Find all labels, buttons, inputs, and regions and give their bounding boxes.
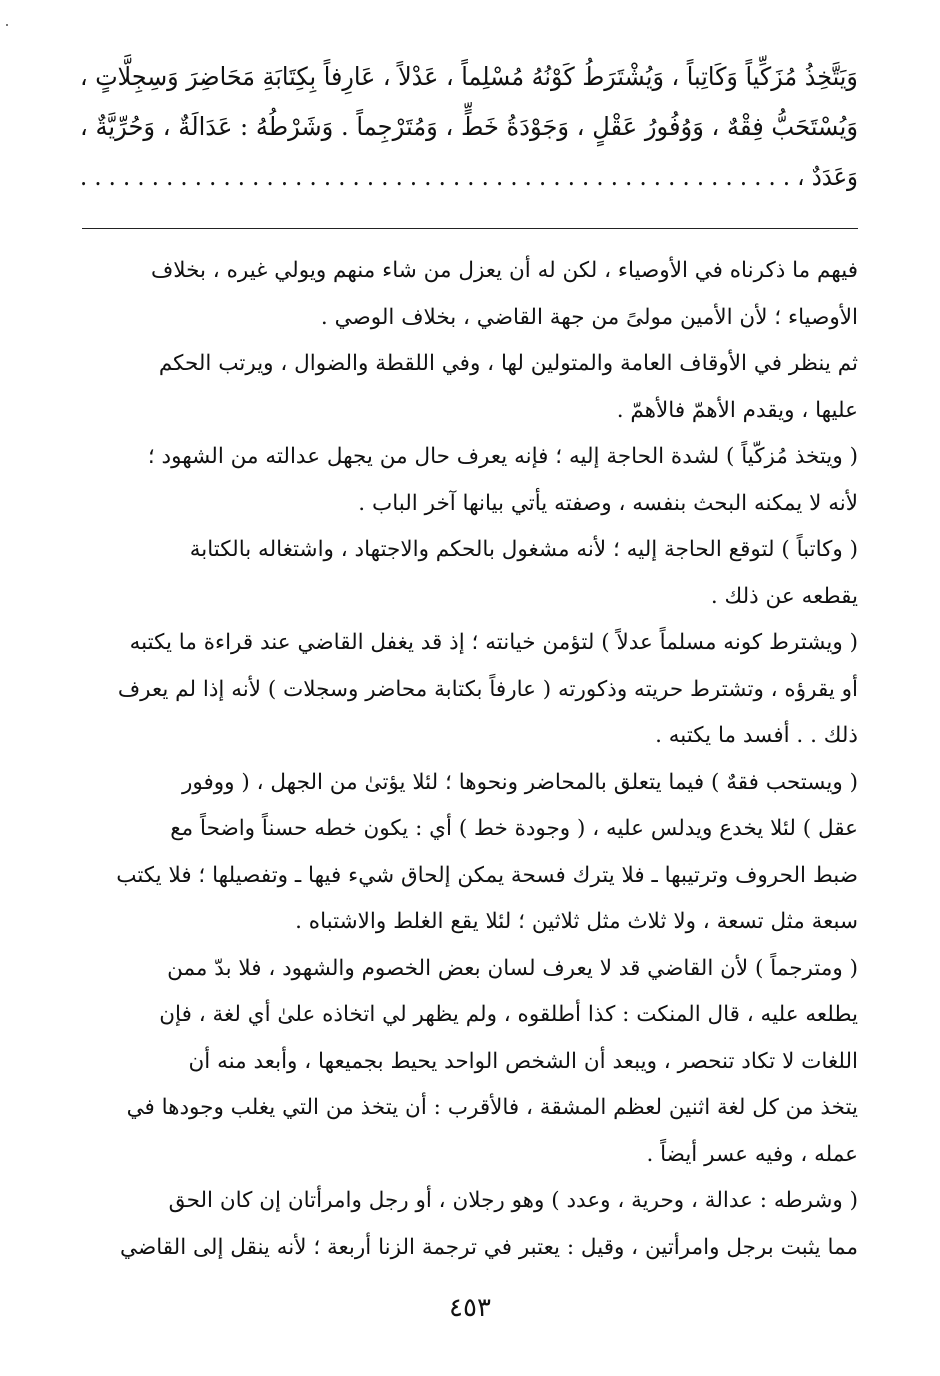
text-line: يطلعه عليه ، قال المنكت : كذا أطلقوه ، ولم يظهر لي اتخاذه علىٰ أي لغة ، فإن: [159, 1002, 858, 1027]
text-line: ( ويشترط كونه مسلماً عدلاً ) لتؤمن خيانته ؛ إذ قد يغفل القاضي عند قراءة ما يكتبه: [129, 630, 858, 655]
page-number: ٤٥٣: [449, 1293, 491, 1323]
commentary-paragraph: [80, 341, 858, 434]
text-line: مما يثبت برجل وامرأتين ، وقيل : يعتبر في ترجمة الزنا أربعة ؛ لأنه ينقل إلى القاضي: [120, 1234, 858, 1260]
matn-line: وَيَتَّخِذُ مُزَكِّياً وَكَاتِباً ، وَيُشْتَرَطُ كَوْنُهُ مُسْلِماً ، عَدْلاً ، عَارِفاً بِكِتَابَةِ مَحَاضِرَ وَسِجِلَّاتٍ ،: [80, 62, 858, 91]
text-line: يقطعه عن ذلك .: [710, 583, 858, 609]
text-line: ضبط الحروف وترتيبها ـ فلا يترك فسحة يمكن إلحاق شيء فيها ـ وتفصيلها ؛ فلا يكتب: [116, 862, 858, 888]
text-line: الأوصياء ؛ لأن الأمين مولىً من جهة القاضي ، بخلاف الوصي .: [320, 304, 858, 330]
matn-line: وَيُسْتَحَبُّ فِقْهٌ ، وَوُفُورُ عَقْلٍ ، وَجَوْدَةُ خَطٍّ ، وَمُتَرْجِماً . وَشَرْطُهُ : عَدَالَةٌ ، وَحُرِّيَّةٌ ،: [80, 112, 858, 141]
text-line: ثم ينظر في الأوقاف العامة والمتولين لها ، وفي اللقطة والضوال ، ويرتب الحكم: [158, 351, 858, 376]
text-line: ذلك . . أفسد ما يكتبه .: [655, 723, 858, 748]
text-line: ( ويتخذ مُزكّياً ) لشدة الحاجة إليه ؛ فإنه يعرف حال من يجهل عدالته من الشهود ؛: [147, 444, 858, 469]
text-line: ( ومترجماً ) لأن القاضي قد لا يعرف لسان بعض الخصوم والشهود ، فلا بدّ ممن: [167, 955, 858, 981]
text-line: ( ويستحب فقهٌ ) فيما يتعلق بالمحاضر ونحوها ؛ لئلا يؤتىٰ من الجهل ، ( ووفور: [182, 769, 858, 795]
text-line: ( وكاتباً ) لتوقع الحاجة إليه ؛ لأنه مشغول بالحكم والاجتهاد ، واشتغاله بالكتابة: [189, 537, 858, 562]
text-line: عقل ) لئلا يخدع ويدلس عليه ، ( وجودة خط ) أي : يكون خطه حسناً واضحاً مع: [170, 816, 858, 841]
text-line: ( وشرطه : عدالة ، وحرية ، وعدد ) وهو رجلان ، أو رجل وامرأتان إن كان الحق: [168, 1188, 858, 1213]
commentary-paragraph: [80, 760, 858, 946]
commentary-paragraph: [80, 434, 858, 527]
text-line: فيهم ما ذكرناه في الأوصياء ، لكن له أن يعزل من شاء منهم ويولي غيره ، بخلاف: [150, 258, 858, 283]
scan-speck: [6, 24, 8, 26]
commentary-paragraph: [80, 1178, 858, 1271]
commentary-text: [80, 248, 858, 1271]
text-line: لأنه لا يمكنه البحث بنفسه ، وصفته يأتي بيانها آخر الباب .: [358, 490, 858, 516]
text-line: عمله ، وفيه عسر أيضاً .: [646, 1141, 858, 1167]
commentary-paragraph: [80, 248, 858, 341]
text-line: أو يقرؤه ، وتشترط حريته وذكورته ( عارفاً بكتابة محاضر وسجلات ) لأنه إذا لم يعرف: [117, 676, 858, 702]
commentary-paragraph: [80, 946, 858, 1179]
matn-text: [80, 52, 858, 202]
matn-line: وَعَدَدٌ ، . . . . . . . . . . . . . . . . . . . . . . . . . . . . . . . . . . . . . . . . . . . . . . . . . .: [80, 162, 858, 191]
text-line: سبعة مثل تسعة ، ولا ثلاث مثل ثلاثين ؛ لئلا يقع الغلط والاشتباه .: [295, 909, 858, 934]
text-line: اللغات لا تكاد تنحصر ، ويبعد أن الشخص الواحد يحيط بجميعها ، وأبعد منه أن: [188, 1048, 858, 1074]
separator-rule: [82, 228, 858, 229]
text-line: يتخذ من كل لغة اثنين لعظم المشقة ، فالأقرب : أن يتخذ من التي يغلب وجودها في: [126, 1095, 858, 1120]
commentary-paragraph: [80, 620, 858, 760]
commentary-paragraph: [80, 527, 858, 620]
text-line: عليها ، ويقدم الأهمّ فالأهمّ .: [616, 397, 858, 423]
